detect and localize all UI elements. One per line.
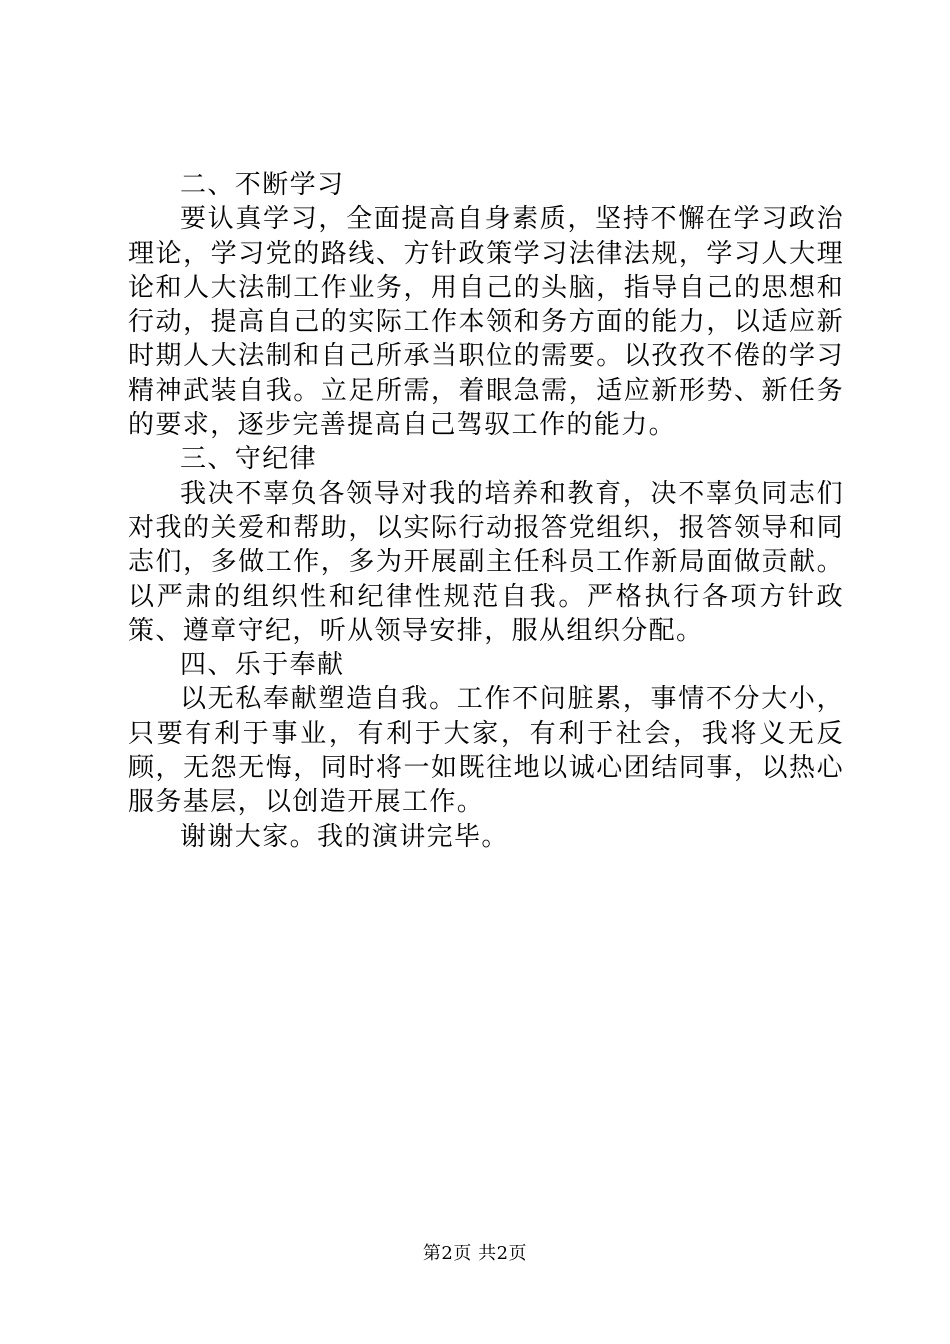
section-heading-discipline: 三、守纪律 — [180, 444, 318, 475]
section-body-study: 要认真学习，全面提高自身素质，坚持不懈在学习政治理论，学习党的路线、方针政策学习法律法规，学习人大理论和人大法制工作业务，用自己的头脑，指导自己的思想和行动，提高自己的实际工作本领和务方面的能力，以适应新时期人大法制和自己所承当职位的需要。以孜孜不倦的学习精神武装自我。立足所需，着眼急需，适应新形势、新任务的要求，逐步完善提高自己驾驭工作的能力。 — [128, 204, 844, 441]
section-body-dedication: 以无私奉献塑造自我。工作不问脏累，事情不分大小，只要有利于事业，有利于大家，有利于社会，我将义无反顾，无怨无悔，同时将一如既往地以诚心团结同事，以热心服务基层，以创造开展工作。 — [128, 684, 844, 818]
closing-remark: 谢谢大家。我的演讲完毕。 — [180, 821, 509, 852]
section-heading-dedication: 四、乐于奉献 — [180, 650, 345, 681]
section-body-discipline: 我决不辜负各领导对我的培养和教育，决不辜负同志们对我的关爱和帮助，以实际行动报答党组织，报答领导和同志们，多做工作，多为开展副主任科员工作新局面做贡献。以严肃的组织性和纪律性规范自我。严格执行各项方针政策、遵章守纪，听从领导安排，服从组织分配。 — [128, 478, 844, 646]
document-body — [128, 168, 844, 854]
section-heading-study: 二、不断学习 — [180, 170, 345, 200]
page-number-footer: 第2页 共2页 — [422, 1243, 528, 1264]
